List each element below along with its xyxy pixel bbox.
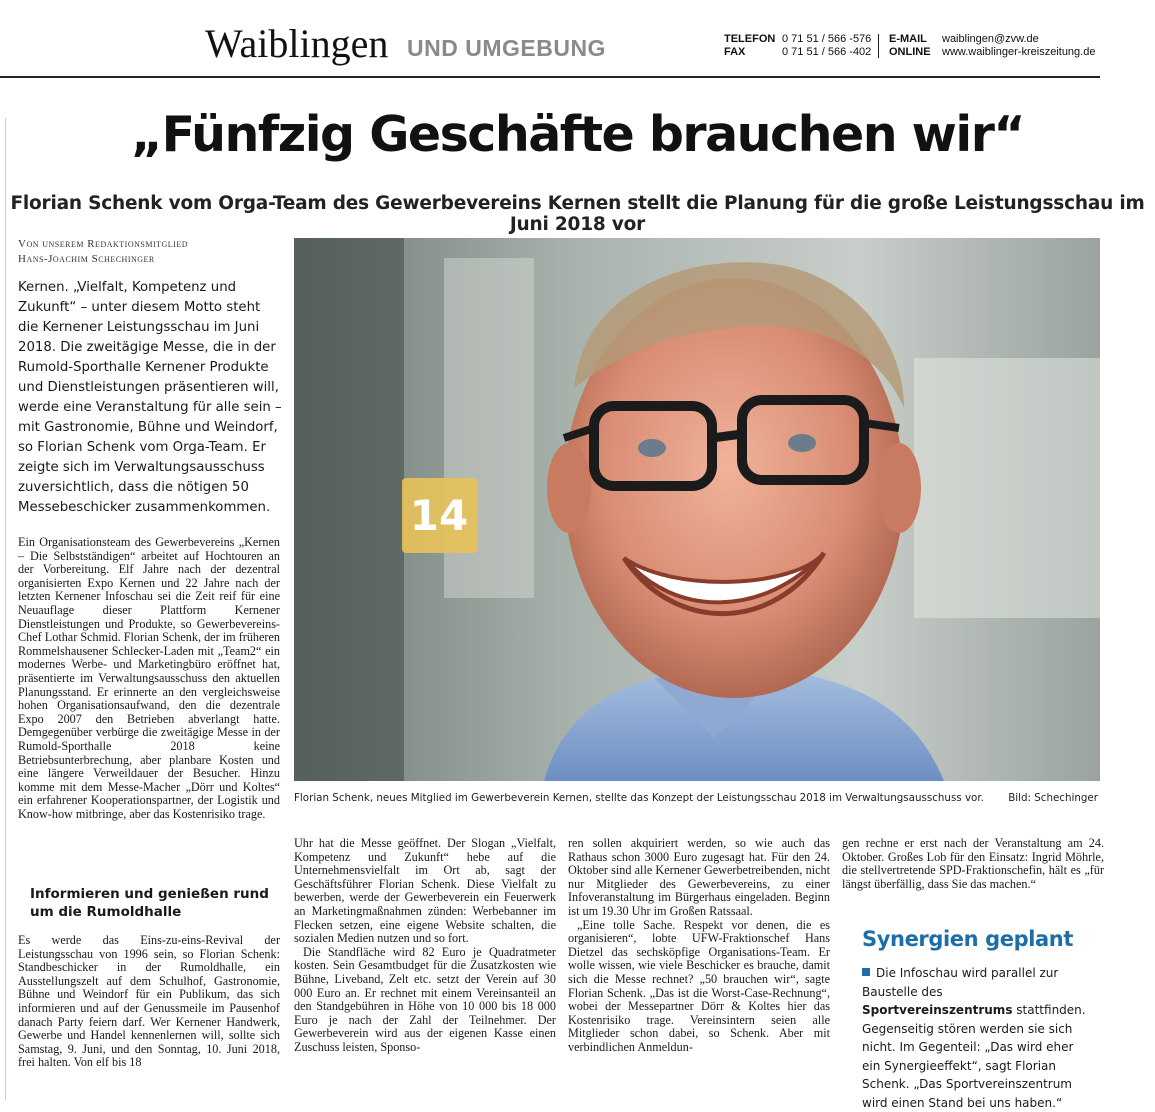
body-column-4	[842, 837, 1104, 891]
online-label: ONLINE	[889, 46, 931, 58]
body-column-3	[568, 837, 830, 1055]
phone-label: TELEFON	[724, 33, 776, 45]
portrait-photo	[294, 238, 1100, 781]
masthead-city: Waiblingen	[205, 21, 389, 66]
body-paragraph: Die Standfläche wird 82 Euro je Quadratmeter kosten. Sein Gesamtbudget für die Zusatzkosten wie Bühne, Liveband, Zelt etc. setzt der Verein auf 30 000 Euro an. Er rechnet mit einem Vereinsanteil an den Standgebühren in Höhe von 10 000 bis 18 000 Euro je nach der Zahl der Teilnehmer. Der Gewerbeverein wird aus der eigenen Kasse einen Zuschuss leisten, Sponso-	[294, 944, 556, 1054]
body-paragraph: Ein Organisationsteam des Gewerbevereins „Kernen – Die Selbstständigen“ arbeitet auf Hochtouren an der Vorbereitung. Elf Jahre nach der dezentral organisierten Expo Kernen und 22 Jahre nach der letzten Kernener Infoschau sei die Zeit reif für eine Neuauflage dieser Plattform Kernener Dienstleistungen und Produkte, so Gewerbevereins-Chef Lothar Schmid. Florian Schenk, der im früheren Rommelshausener Schlecker-Laden mit „Team2“ ein modernes Werbe- und Marketingbüro eröffnet hat, präsentierte im Verwaltungsausschuss den aktuellen Planungsstand. Er erinnerte an den vergleichsweise hohen Organisationsaufwand, den die dezentrale Expo 2007 den Betrieben abverlangt hatte. Demgegenüber verbürge die zweitägige Messe in der Rumold-Sporthalle 2018 keine Betriebsunterbrechung, aber planbare Kosten und eine längere Verweildauer der Besucher. Hinzu komme mit dem Messe-Macher „Dörr und Koltes“ ein erfahrener Kooperationspartner, der Logistik und Know-how mitbringe, aber das Kostenrisiko trage.	[18, 535, 280, 821]
byline-role: Von unserem Redaktionsmitglied	[18, 238, 188, 250]
body-paragraph: ren sollen akquiriert werden, so wie auch das Rathaus schon 3000 Euro zugesagt hat. Für den 24. Oktober sind alle Kernener Gewerbetreibenden, nicht nur Mitglieder des Gewerbevereins, zu einer Infoveranstaltung im Bürgerhaus eingeladen. Beginn ist um 19.30 Uhr im Großen Ratssaal.	[568, 836, 830, 918]
article-headline: „Fünfzig Geschäfte brauchen wir“	[130, 106, 1025, 163]
email-label: E-MAIL	[889, 33, 927, 45]
phone-number: 0 71 51 / 566 -576	[782, 33, 872, 45]
room-sign-number: 14	[409, 491, 469, 540]
contact-divider	[878, 34, 879, 58]
article-subheadline: Florian Schenk vom Orga-Team des Gewerbevereins Kernen stellt die Planung für die große Leistungsschau im Juni 2018 vor	[10, 193, 1145, 235]
byline-author: Hans-Joachim Schechinger	[18, 253, 155, 265]
contact-phone-fax	[724, 33, 874, 59]
masthead-section: UND UMGEBUNG	[407, 35, 606, 61]
infobox-title: Synergien geplant	[862, 927, 1073, 951]
email-link[interactable]: waiblingen@zvw.de	[942, 33, 1039, 45]
square-bullet-icon	[862, 968, 870, 976]
contact-email-online	[889, 33, 1104, 59]
infobox-text-part2: stattfinden. Gegenseitig stören werden sie sich nicht. Im Gegenteil: „Das wird eher ein Synergieeffekt“, sagt Florian Schenk. „Das Sportvereinszentrum wird einen Stand bei uns haben.“	[862, 1003, 1086, 1110]
body-column-1b	[18, 934, 280, 1070]
photo-credit: Bild: Schechinger	[1008, 792, 1098, 804]
body-column-1a	[18, 536, 280, 821]
body-column-2	[294, 837, 556, 1055]
infobox-text-part1: Die Infoschau wird parallel zur Baustelle des	[862, 966, 1059, 999]
body-paragraph: Uhr hat die Messe geöffnet. Der Slogan „Vielfalt, Kompetenz und Zukunft“ hebe auf die Unternehmensvielfalt im Ort ab, sagt der Geschäftsführer Florian Schenk. Diese Vielfalt zu bewerben, werde der Gewerbeverein ein Feuerwerk an Marketingmaßnahmen zünden: Werbebanner im Flecken setzen, eine eigene Website schalten, die sozialen Medien nutzen und so fort.	[294, 836, 556, 946]
portrait-illustration	[294, 238, 1100, 781]
body-paragraph: „Eine tolle Sache. Respekt vor denen, die es organisieren“, lobte UFW-Fraktionschef Hans Dietzel das sechsköpfige Organisations-Team. Er wolle wissen, wie viele Beschicker es brauche, damit sich die Messe rechnet? „50 brauchen wir“, sagte Florian Schenk. „Das ist die Worst-Case-Rechnung“, wobei der Messepartner Dörr & Koltes hier das Kostenrisiko trage. Vereinsintern seien alle Mitglieder schon dabei, so Schenk. Aber mit verbindlichen Anmeldun-	[568, 917, 830, 1054]
article-lead: Kernen. „Vielfalt, Kompetenz und Zukunft“ – unter diesem Motto steht die Kernener Leistungsschau im Juni 2018. Die zweitägige Messe, die in der Rumold-Sporthalle Kernener Produkte und Dienstleistungen präsentieren will, werde eine Veranstaltung für alle sein – mit Gastronomie, Bühne und Weindorf, so Florian Schenk vom Orga-Team. Er zeigte sich im Verwaltungsausschuss zuversichtlich, dass die nötigen 50 Messebeschicker zusammenkommen.	[18, 280, 282, 515]
photo-caption	[294, 792, 1100, 804]
infobox-text	[862, 964, 1094, 1112]
infobox-text-bold: Sportvereinszentrums	[862, 1003, 1013, 1017]
column-rule	[5, 118, 6, 1100]
article-subtitle: Informieren und genießen rund um die Rumoldhalle	[30, 886, 269, 920]
caption-text: Florian Schenk, neues Mitglied im Gewerbeverein Kernen, stellte das Konzept der Leistungsschau 2018 im Verwaltungsausschuss vor.	[294, 792, 984, 804]
masthead	[0, 0, 1100, 78]
body-paragraph: Es werde das Eins-zu-eins-Revival der Leistungsschau von 1996 sein, so Florian Schenk: Standbeschicker in der Rumoldhalle, ein Ausstellungszelt auf dem Schulhof, Gastronomie, Bühne und Weindorf für ein Publikum, das sich informieren und auf der Genussmeile im Pausenhof danach Party feiern darf. Wer Kernener Handwerk, Gewerbe und Handel kennenlernen will, sollte sich Samstag, 9. Juni, und den Sonntag, 10. Juni 2018, frei halten. Von elf bis 18	[18, 933, 280, 1070]
byline	[18, 237, 188, 267]
fax-label: FAX	[724, 46, 746, 58]
website-link[interactable]: www.waiblinger-kreiszeitung.de	[942, 46, 1096, 58]
fax-number: 0 71 51 / 566 -402	[782, 46, 872, 58]
body-paragraph: gen rechne er erst nach der Veranstaltung am 24. Oktober. Großes Lob für den Einsatz: Ingrid Möhrle, die stellvertretende SPD-Fraktionschefin, hält es „für längst überfällig, dass Sie das machen.“	[842, 836, 1104, 891]
